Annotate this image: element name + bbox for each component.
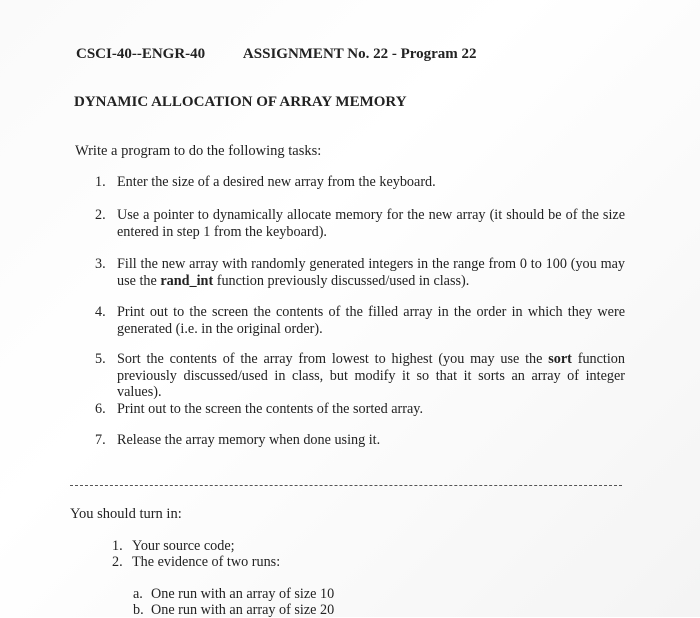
task-number: 7. xyxy=(95,432,106,448)
task-text-before: Fill the new array with randomly generated integers in the range from 0 to 100 (you may use the xyxy=(117,256,625,289)
run-letter: a. xyxy=(133,586,143,602)
task-text-before: Sort the contents of the array from lowest to highest (you may use the xyxy=(117,351,549,367)
turn-in-item xyxy=(112,538,280,554)
turn-in-list xyxy=(112,538,280,570)
task-number: 2. xyxy=(95,207,106,223)
dashed-divider xyxy=(70,485,622,486)
section-title: DYNAMIC ALLOCATION OF ARRAY MEMORY xyxy=(74,94,407,110)
run-text: One run with an array of size 10 xyxy=(151,586,335,602)
function-name: sort xyxy=(548,351,572,367)
runs-list xyxy=(133,586,334,618)
task-item-3 xyxy=(95,256,625,289)
task-item-5 xyxy=(95,351,625,401)
turn-in-text: Your source code; xyxy=(132,538,235,554)
course-code: CSCI-40--ENGR-40 xyxy=(76,46,206,62)
function-name: rand_int xyxy=(160,272,214,289)
task-text xyxy=(117,256,625,289)
task-number: 3. xyxy=(95,256,106,272)
task-text-after: function previously discussed/used in class, but modify it so that it sorts an array of integer values). xyxy=(117,351,625,400)
run-text: One run with an array of size 20 xyxy=(151,602,335,618)
task-text: Enter the size of a desired new array from the keyboard. xyxy=(117,174,436,190)
run-letter: b. xyxy=(133,602,144,618)
task-number: 6. xyxy=(95,401,106,417)
task-number: 1. xyxy=(95,174,106,190)
task-item-7 xyxy=(95,432,625,449)
task-item-2 xyxy=(95,207,625,240)
task-text-after: function previously discussed/used in class). xyxy=(213,272,470,289)
assignment-number: ASSIGNMENT No. 22 - Program 22 xyxy=(242,46,477,62)
run-item xyxy=(133,602,334,618)
turn-in-text: The evidence of two runs: xyxy=(132,554,281,570)
task-number: 4. xyxy=(95,304,106,320)
task-item-6 xyxy=(95,401,625,418)
task-number: 5. xyxy=(95,351,106,367)
run-item xyxy=(133,586,334,602)
task-text: Print out to the screen the contents of the filled array in the order in which they were generated (i.e. in the original order). xyxy=(117,304,625,337)
assignment-header xyxy=(76,46,477,63)
turn-in-number: 1. xyxy=(112,538,123,554)
task-text: Print out to the screen the contents of the sorted array. xyxy=(117,401,423,417)
task-text xyxy=(117,351,625,401)
task-item-1 xyxy=(95,174,625,191)
task-text: Release the array memory when done using it. xyxy=(117,432,381,448)
turn-in-item xyxy=(112,554,280,570)
intro-text: Write a program to do the following tasks: xyxy=(75,143,322,159)
turn-in-title: You should turn in: xyxy=(70,506,182,522)
task-item-4 xyxy=(95,304,625,337)
turn-in-number: 2. xyxy=(112,554,123,570)
task-text: Use a pointer to dynamically allocate memory for the new array (it should be of the size entered in step 1 from the keyboard). xyxy=(117,207,625,240)
